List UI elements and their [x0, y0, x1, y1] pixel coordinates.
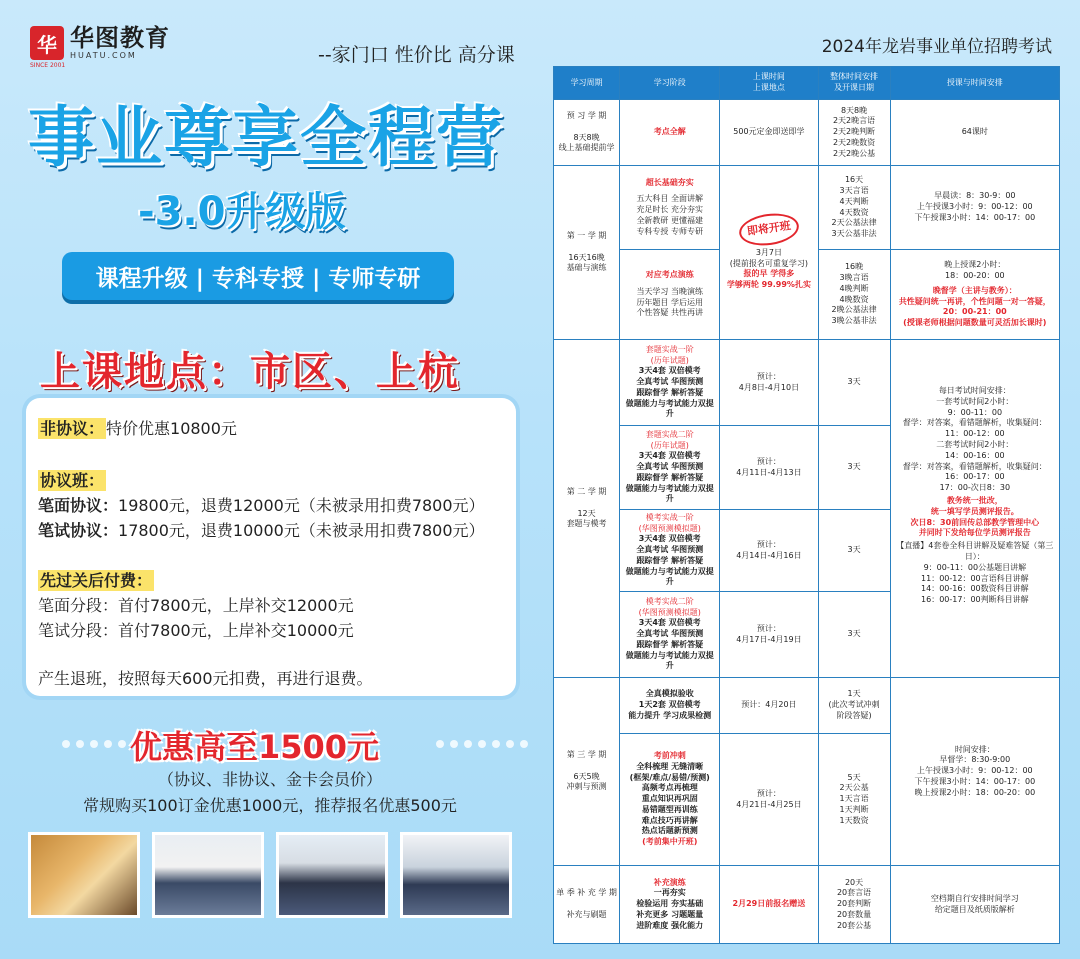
pricing-card: [26, 398, 516, 696]
feature-banner: 课程升级 | 专科专授 | 专师专研: [62, 252, 454, 300]
term3-stage-b: [620, 734, 720, 866]
written-agreement-text: 19800元，退费12000元（未被录用扣费7800元）: [118, 496, 485, 515]
written-agreement-label: 笔面协议：: [38, 496, 119, 515]
term3-time-a: 预计：4月20日: [720, 678, 818, 734]
location-title: 上课地点：市区、上杭: [40, 349, 460, 395]
term3-period: 第 三 学 期 6天5晚 冲刺与预测: [554, 678, 620, 866]
term1-stage-b: [620, 250, 720, 340]
term2-arrange-red: 教务统一批改， 统一填写学员测评报告。 次日8：30前回传总部教学管理中心 并同时下发给每位学员测评报告: [910, 495, 1040, 538]
postpay-line-2: 笔试分段：首付7800元，上岸补交10000元: [38, 621, 354, 640]
term2-period: 第 二 学 期 12天 套题与模考: [554, 340, 620, 678]
table-row: [554, 678, 1060, 734]
term1-arrange-b: [890, 250, 1059, 340]
logo-en-text: HUATU.COM: [70, 51, 137, 60]
extra-time: 2月29日前报名赠送: [720, 866, 818, 944]
postpay-line-1: 笔面分段：首付7800元，上岸补交12000元: [38, 596, 354, 615]
term2-stage-4-body: 3天4套 双倍模考 全真考试 华图预测 跟踪督学 解析答疑 做题能力与考试能力双提升: [625, 618, 714, 671]
schedule-title: 2024年龙岩事业单位招聘考试: [821, 37, 1052, 57]
extra-stage-body: 一再夯实 检验运用 夯实基础 补充更多 习题题量 进阶难度 强化能力: [636, 888, 704, 930]
term2-time-4: 预计： 4月17日-4月19日: [720, 592, 818, 678]
term2-days-4: 3天: [818, 592, 890, 678]
term1-stage-a-body: 五大科目 全面讲解 充足时长 充分夯实 全新教研 更懂福建 专科专授 专师专研: [636, 194, 703, 236]
term3-arrange: 时间安排： 早督学：8:30-9:00 上午授课3小时：9：00-12：00 下午授课3小时：14：00-17：00 晚上授课2小时：18：00-20：00: [890, 678, 1059, 866]
written-agreement-line: [38, 493, 485, 516]
header-arrangement: 授课与时间安排: [890, 67, 1059, 100]
term3-stage-b-body: 全科梳理 无缝清晰 (框架/难点/易错/预测) 高频考点再梳理 重点知识再巩固 易错题型再训练 难点技巧再讲解 热点话题新预测: [629, 761, 710, 836]
term1-arrange-a: 早晨读：8：30-9：00 上午授课3小时：9：00-12：00 下午授课3小时：14：00-17：00: [890, 166, 1059, 250]
pre-days: 8天8晚 2天2晚言语 2天2晚判断 2天2晚数资 2天2晚公基: [818, 100, 890, 166]
term2-stage-2-title: 套题实战二阶 (历年试题): [645, 429, 694, 450]
discount-note: （协议、非协议、金卡会员价）: [157, 770, 382, 789]
term1-arrange-b-time: 晚上授课2小时： 18：00-20：00: [944, 260, 1006, 280]
photo-phone-storage: [28, 832, 140, 918]
photo-classroom-1: [152, 832, 264, 918]
term2-time-3: 预计： 4月14日-4月16日: [720, 510, 818, 592]
brand-logo: [30, 24, 170, 69]
non-agreement-price: 特价优惠10800元: [106, 419, 237, 438]
table-header-row: [554, 67, 1060, 100]
slogan: --家门口 性价比 高分课: [318, 44, 515, 66]
discount-note-2: 常规购买100订金优惠1000元，推荐报名优惠500元: [83, 796, 457, 815]
extra-period: 单 季 补 充 学 期 补充与刷题: [554, 866, 620, 944]
header-time-place: 上课时间 上课地点: [720, 67, 818, 100]
term3-stage-b-note: (考前集中开班): [642, 837, 698, 847]
term2-stage-1-title: 套题实战一阶 (历年试题): [645, 344, 694, 365]
extra-stage-title: 补充演练: [653, 877, 686, 887]
term3-days-a: 1天 (此次考试冲刺 阶段答疑): [818, 678, 890, 734]
term3-days-b: 5天 2天公基 1天言语 1天判断 1天数资: [818, 734, 890, 866]
term2-time-2: 预计： 4月11日-4月13日: [720, 426, 818, 510]
extra-arrange: 空档期自行安排时间学习 给定题目及纸质版解析: [890, 866, 1059, 944]
pre-period: 预 习 学 期 8天8晚 线上基础提前学: [554, 100, 620, 166]
term1-stage-b-body: 当天学习 当晚演练 历年题目 学后运用 个性答疑 共性再讲: [636, 286, 703, 318]
logo-since: SINCE 2001: [30, 62, 66, 69]
extra-stage: [620, 866, 720, 944]
non-agreement-label: 非协议：: [40, 419, 105, 438]
pre-place: 500元定金即送即学: [720, 100, 818, 166]
term2-stage-3-title: 模考实战一阶 (华图预测模拟题): [638, 512, 701, 533]
main-title: 事业尊享全程营: [28, 99, 504, 176]
schedule-table: [553, 66, 1060, 944]
open-soon-stamp: 即将开班: [737, 210, 801, 249]
header-period: 学习周期: [554, 67, 620, 100]
pre-stage: 考点全解: [620, 100, 720, 166]
postpay-title: 先过关后付费：: [40, 571, 153, 590]
term2-stage-3: [620, 510, 720, 592]
term2-arrange-main: 每日考试时间安排： 一套考试时间2小时： 9：00-11：00 督学：对答案，看错题解析，收集疑问： 11：00-12：00 二套考试时间2小时： 14：00-16：00 督学：对答案，看错题解析，收集疑问： 16：00-17：00 17：00-次日8：30: [902, 386, 1047, 493]
header-overall: 整体时间安排 及开课日期: [818, 67, 890, 100]
term2-stage-4-title: 模考实战二阶 (华图预测模拟题): [638, 596, 701, 617]
sub-title: -3.0升级版: [138, 189, 346, 235]
table-row: [554, 100, 1060, 166]
term1-time-cell: [720, 166, 818, 340]
term2-stage-2: [620, 426, 720, 510]
agreement-title: 协议班：: [40, 471, 105, 490]
term2-days-3: 3天: [818, 510, 890, 592]
term2-stage-3-body: 3天4套 双倍模考 全真考试 华图预测 跟踪督学 解析答疑 做题能力与考试能力双提升: [625, 534, 714, 587]
term1-days-a: 16天 3天言语 4天判断 4天数资 2天公基法律 3天公基非法: [818, 166, 890, 250]
photo-classroom-3: [400, 832, 512, 918]
term1-stage-a: [620, 166, 720, 250]
term2-arrange: [890, 340, 1059, 678]
exam-agreement-text: 17800元，退费10000元（未被录用扣费7800元）: [118, 521, 485, 540]
term2-stage-1: [620, 340, 720, 426]
term1-date: 3月7日 (提前报名可重复学习): [729, 247, 809, 268]
term3-stage-a: 全真模拟验收 1天2套 双倍模考 能力提升 学习成果检测: [620, 678, 720, 734]
term2-days-2: 3天: [818, 426, 890, 510]
term3-time-b: 预计： 4月21日-4月25日: [720, 734, 818, 866]
huatu-logo-icon: 华: [30, 26, 64, 60]
term1-stage-b-title: 对应考点演练: [645, 269, 694, 279]
term1-stage-a-title: 超长基础夯实: [645, 177, 694, 187]
non-agreement-line: [38, 416, 237, 439]
table-row: [554, 166, 1060, 250]
refund-note: 产生退班，按照每天600元扣费，再进行退费。: [38, 669, 373, 688]
term2-stage-1-body: 3天4套 双倍模考 全真考试 华图预测 跟踪督学 解析答疑 做题能力与考试能力双提升: [625, 366, 714, 419]
term2-days-1: 3天: [818, 340, 890, 426]
term1-period: 第 一 学 期 16天16晚 基础与演练: [554, 166, 620, 340]
photo-classroom-2: [276, 832, 388, 918]
term2-stage-4: [620, 592, 720, 678]
discount-title: 优惠高至1500元: [130, 728, 380, 766]
extra-days: 20天 20套言语 20套判断 20套数量 20套公基: [818, 866, 890, 944]
term1-days-b: 16晚 3晚言语 4晚判断 4晚数资 2晚公基法律 3晚公基非法: [818, 250, 890, 340]
term2-stage-2-body: 3天4套 双倍模考 全真考试 华图预测 跟踪督学 解析答疑 做题能力与考试能力双提升: [625, 451, 714, 504]
logo-text: 华图教育: [70, 24, 170, 52]
term3-stage-b-title: 考前冲刺: [653, 750, 686, 760]
term2-time-1: 预计： 4月8日-4月10日: [720, 340, 818, 426]
exam-agreement-line: [38, 518, 485, 541]
table-row: [554, 866, 1060, 944]
decor-dots-right: [436, 740, 528, 748]
exam-agreement-label: 笔试协议：: [38, 521, 119, 540]
pre-arrange: 64课时: [890, 100, 1059, 166]
header-stage: 学习阶段: [620, 67, 720, 100]
table-row: [554, 340, 1060, 426]
term1-arrange-b-red: 晚督学（主讲与教务）： 共性疑问统一再讲，个性问题一对一答疑， 20：00-21：00 (授课老师根据问题数量可灵活加长课时): [898, 285, 1051, 328]
term2-arrange-tail: 【直播】4套卷全科目讲解及疑难答疑（第三日）： 9：00-11：00公基题目讲解 11：00-12：00言语科目讲解 14：00-16：00数资科目讲解 16：00-17：00判断科目讲解: [896, 541, 1054, 605]
term1-promo: 报的早 学得多 学够两轮 99.99%扎实: [726, 269, 811, 290]
